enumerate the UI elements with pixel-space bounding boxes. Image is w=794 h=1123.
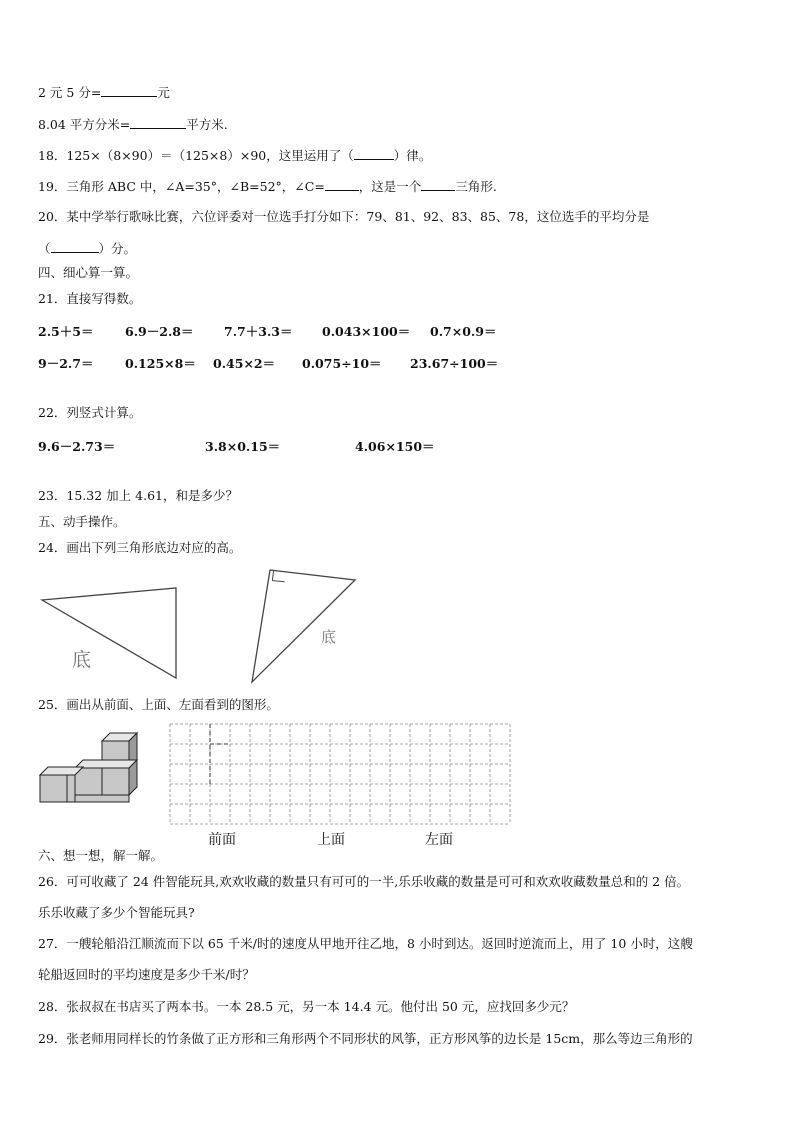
base-label: 底	[321, 628, 337, 646]
section-6-heading: 六、想一想，解一解。	[38, 848, 164, 863]
view-label-left: 左面	[425, 832, 453, 848]
text: 元	[157, 85, 170, 100]
question-25: 25．画出从前面、上面、左面看到的图形。	[38, 697, 279, 712]
base-label: 底	[72, 649, 92, 671]
cube-group	[40, 733, 137, 802]
question-26: 26．可可收藏了 24 件智能玩具,欢欢收藏的数量只有可可的一半,乐乐收藏的数量是可可和欢欢收藏数量总和的 2 倍。	[38, 874, 690, 889]
triangle-left	[42, 588, 176, 678]
question-29: 29．张老师用同样长的竹条做了正方形和三角形两个不同形状的风筝，正方形风筝的边长是 15cm，那么等边三角形的	[38, 1031, 693, 1046]
view-label-top: 上面	[317, 832, 345, 848]
calc-item: 7.7＋3.3＝	[224, 324, 293, 339]
text: ）分。	[98, 241, 137, 256]
calc-item: 0.45×2＝	[213, 356, 276, 371]
calc-item: 4.06×150＝	[355, 439, 435, 454]
section-5-heading: 五、动手操作。	[38, 514, 126, 529]
calc-item: 0.075÷10＝	[302, 356, 382, 371]
calc-item: 2.5＋5＝	[38, 324, 94, 339]
question-28: 28．张叔叔在书店买了两本书。一本 28.5 元，另一本 14.4 元。他付出 50 元，应找回多少元？	[38, 999, 575, 1014]
conversion-yuan	[38, 84, 170, 101]
answer-blank[interactable]	[325, 178, 359, 191]
question-21: 21．直接写得数。	[38, 291, 142, 306]
conversion-area	[38, 116, 228, 133]
text: 19．三角形 ABC 中，∠A=35°，∠B=52°，∠C=	[38, 179, 325, 194]
calc-item: 6.9－2.8＝	[125, 324, 194, 339]
triangle-right	[252, 570, 355, 682]
text: 18．125×（8×90）＝（125×8）×90，这里运用了（	[38, 148, 354, 163]
text: 2 元 5 分=	[38, 85, 102, 100]
calc-item: 0.043×100＝	[322, 324, 411, 339]
calc-item: 0.7×0.9＝	[430, 324, 497, 339]
answer-blank[interactable]	[130, 116, 186, 129]
cube-stack-figure	[30, 730, 150, 810]
text: （	[38, 241, 51, 256]
section-4-heading: 四、细心算一算。	[38, 265, 139, 280]
text: 20．某中学举行歌咏比赛，六位评委对一位选手打分如下：79、81、92、83、85、78，这位选手的平均分是	[38, 209, 650, 224]
text: ）律。	[393, 148, 432, 163]
calc-item: 9.6－2.73＝	[38, 439, 116, 454]
drawing-grid[interactable]	[168, 722, 508, 822]
question-18	[38, 147, 431, 164]
question-27: 27．一艘轮船沿江顺流而下以 65 千米/时的速度从甲地开往乙地，8 小时到达。返回时逆流而上，用了 10 小时，这艘	[38, 936, 693, 951]
answer-blank[interactable]	[354, 147, 394, 160]
question-20-cont	[38, 240, 136, 257]
answer-blank[interactable]	[101, 84, 157, 97]
view-label-front: 前面	[208, 832, 236, 848]
question-19	[38, 178, 497, 195]
text: 三角形.	[455, 179, 497, 194]
question-24: 24．画出下列三角形底边对应的高。	[38, 540, 242, 555]
triangles-figure	[0, 560, 794, 690]
calc-item: 23.67÷100＝	[410, 356, 499, 371]
calc-item: 0.125×8＝	[125, 356, 196, 371]
answer-blank[interactable]	[51, 240, 99, 253]
calc-item: 9－2.7＝	[38, 356, 94, 371]
question-23: 23．15.32 加上 4.61，和是多少？	[38, 488, 238, 503]
text: 平方米.	[186, 117, 228, 132]
question-27-cont: 轮船返回时的平均速度是多少千米/时？	[38, 967, 255, 982]
question-26-cont: 乐乐收藏了多少个智能玩具?	[38, 905, 195, 920]
text: 8.04 平方分米=	[38, 117, 131, 132]
question-20	[38, 209, 649, 225]
text: ，这是一个	[358, 179, 422, 194]
answer-blank[interactable]	[421, 178, 455, 191]
calc-item: 3.8×0.15＝	[205, 439, 281, 454]
question-22: 22．列竖式计算。	[38, 405, 142, 420]
